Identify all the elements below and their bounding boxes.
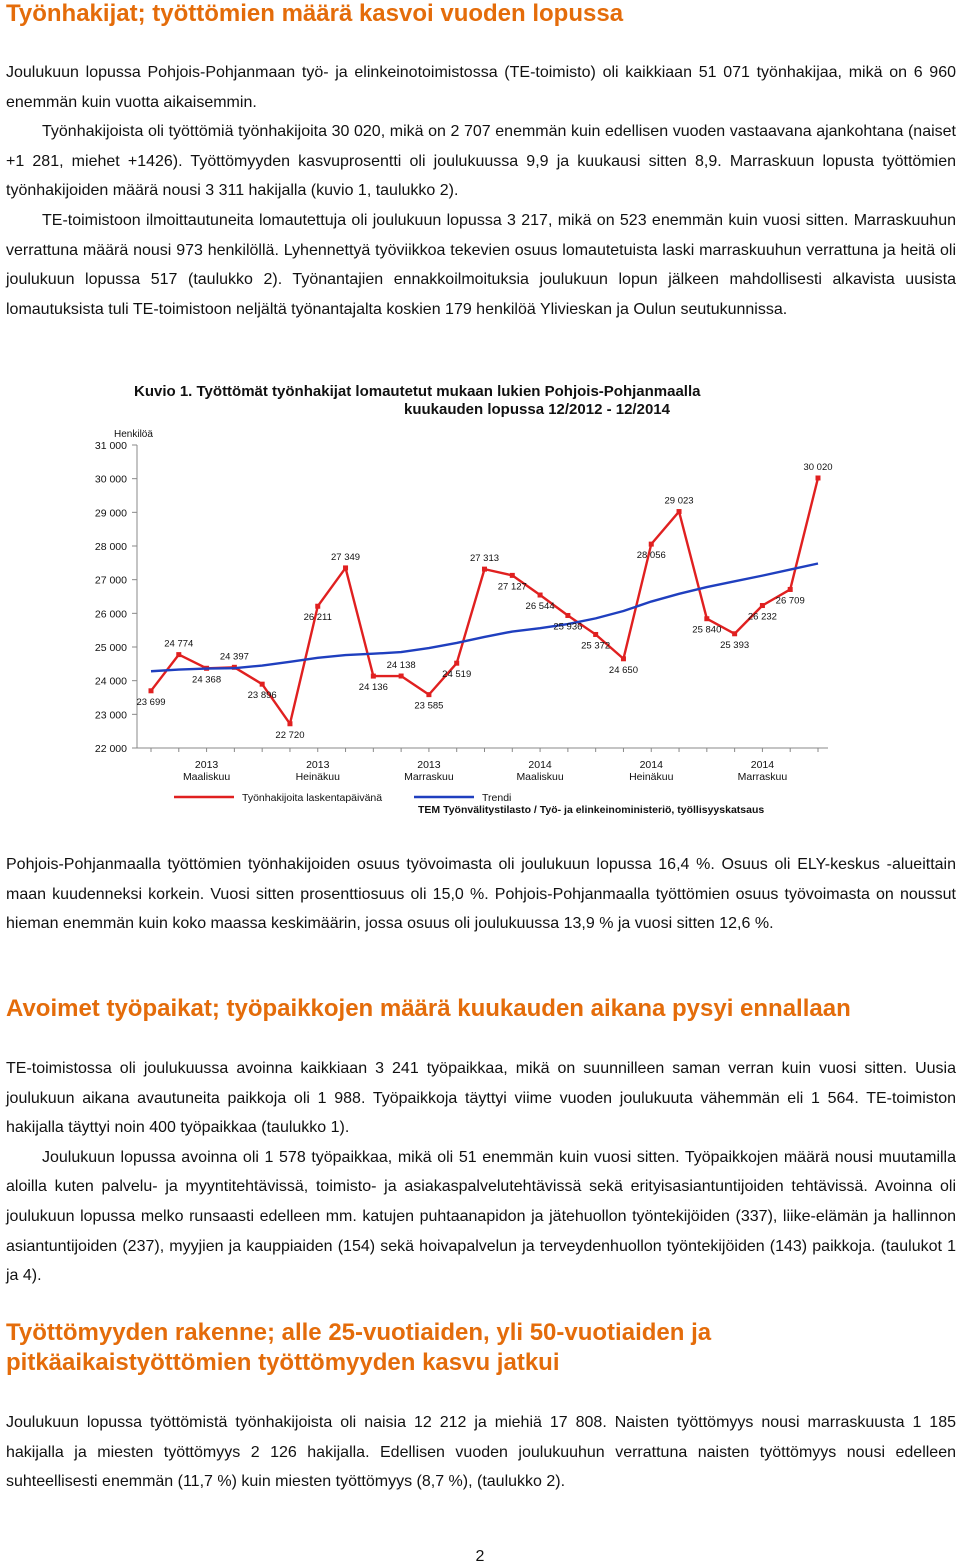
data-label: 29 023	[664, 495, 694, 507]
x-tick-year: 2013	[194, 759, 219, 771]
data-label: 24 519	[442, 669, 472, 681]
data-label: 26 211	[303, 612, 332, 624]
y-tick-label: 27 000	[94, 574, 127, 587]
x-tick-month: Heinäkuu	[295, 771, 340, 783]
data-label: 28 056	[636, 550, 666, 562]
data-point	[510, 573, 515, 578]
data-label: 24 138	[386, 660, 416, 672]
data-point	[399, 674, 404, 679]
data-point	[315, 604, 320, 609]
data-label: 24 136	[358, 682, 388, 694]
legend-label-job-seekers: Työnhakijoita laskentapäivänä	[242, 792, 383, 804]
section-heading-job-seekers: Työnhakijat; työttömien määrä kasvoi vuoden lopussa	[6, 0, 624, 27]
data-point	[732, 631, 737, 636]
data-point	[788, 587, 793, 592]
data-point	[204, 666, 209, 671]
section-heading-vacancies: Avoimet työpaikat; työpaikkojen määrä kuukauden aikana pysyi ennallaan	[6, 995, 851, 1022]
data-point	[176, 652, 181, 657]
data-point	[649, 542, 654, 547]
data-point	[593, 632, 598, 637]
series-line-job-seekers	[151, 478, 818, 724]
x-tick-year: 2013	[417, 759, 441, 771]
y-tick-label: 23 000	[94, 709, 127, 722]
paragraph: TE-toimistoon ilmoittautuneita lomautettuja oli joulukuun lopussa 3 217, mikä on 523 enemmän kuin vuosi sitten. Marraskuuhun verrattuna määrä nousi 973 henkilöllä. Lyhennettyä työviikkoa tekevien osuus lomautetuista laski marraskuuhun verrattuna ja heitä oli joulukuun lopussa 517 (taulukko 2). Työnantajien ennakkoilmoituksia joulukuun lopun jälkeen mahdollisesti alkavista uusista lomautuksista tuli TE-toimistoon neljältä työnantajalta koskien 179 henkilöä Ylivieskan ja Oulun seutukunnissa.	[6, 211, 956, 318]
data-label: 27 313	[469, 553, 500, 565]
data-label: 26 544	[525, 601, 555, 613]
data-point	[704, 616, 709, 621]
data-label: 27 349	[331, 551, 361, 563]
data-label: 23 699	[136, 696, 166, 708]
data-label: 25 936	[553, 621, 583, 633]
section1b-text	[6, 850, 956, 939]
data-label: 30 020	[803, 461, 833, 473]
data-label: 25 840	[692, 624, 722, 636]
y-tick-label: 31 000	[94, 440, 127, 452]
paragraph: Työnhakijoista oli työttömiä työnhakijoita 30 020, mikä on 2 707 enemmän kuin edellisen vuoden vastaavana ajankohtana (naiset +1 281, miehet +1426). Työttömyyden kasvuprosentti oli joulukuussa 9,9 ja kuukausi sitten 8,9. Marraskuun lopusta työttömien työnhakijoiden määrä nousi 3 311 hakijalla (kuvio 1, taulukko 2).	[6, 123, 956, 200]
data-point	[454, 661, 459, 666]
series-line-trend	[151, 564, 818, 672]
data-point	[677, 509, 682, 514]
paragraph: Joulukuun lopussa avoinna oli 1 578 työpaikkaa, mikä oli 51 enemmän kuin vuosi sitten. Työpaikkojen määrä nousi muutamilla aloilla kuten palvelu- ja myyntitehtävissä, toimisto- ja asiakaspalvelutehtävissä sekä erityisasiantuntijoiden tehtävissä. Avoinna oli joulukuun lopussa melko runsaasti edelleen mm. katujen puhtaanapidon ja jätehuollon työntekijöiden (337), liike-elämän ja hallinnon asiantuntijoiden (237), myyjien ja kauppiaiden (154) sekä hoivapalvelun ja terveydenhuollon työntekijöiden (143) paikkoja. (taulukot 1 ja 4).	[6, 1148, 956, 1285]
data-point	[232, 665, 237, 670]
data-label: 26 709	[775, 595, 805, 607]
y-tick-label: 26 000	[94, 608, 127, 621]
data-point	[371, 674, 376, 679]
paragraph: Joulukuun lopussa Pohjois-Pohjanmaan työ- ja elinkeinotoimistossa (TE-toimisto) oli kaikkiaan 51 071 työnhakijaa, mikä on 6 960 enemmän kuin vuotta aikaisemmin.	[6, 64, 956, 111]
data-label: 23 585	[414, 700, 444, 712]
y-tick-label: 25 000	[94, 642, 127, 654]
x-tick-month: Maaliskuu	[516, 771, 564, 783]
data-point	[426, 692, 431, 697]
x-tick-year: 2014	[528, 759, 552, 771]
data-label: 24 368	[192, 674, 222, 686]
y-tick-label: 30 000	[94, 473, 127, 486]
y-tick-label: 29 000	[94, 507, 127, 520]
paragraph: Pohjois-Pohjanmaalla työttömien työnhakijoiden osuus työvoimasta oli joulukuun lopussa 16,4 %. Osuus oli ELY-keskus -alueittain maan kuudenneksi korkein. Vuosi sitten prosenttiosuus oli 15,0 %. Pohjois-Pohjanmaalla työttömien osuus työvoimasta on noussut hieman enemmän kuin koko maassa keskimäärin, jossa osuus oli joulukuussa 13,9 % ja vuosi sitten 12,6 %.	[6, 856, 956, 933]
section-heading-structure: Työttömyyden rakenne; alle 25-vuotiaiden, yli 50-vuotiaiden ja pitkäaikaistyöttömien työttömyyden kasvu jatkui	[6, 1319, 712, 1376]
data-label: 26 232	[747, 611, 777, 623]
data-point	[149, 688, 154, 693]
data-point	[621, 656, 626, 661]
section2-text	[6, 1054, 956, 1291]
data-label: 27 127	[497, 581, 527, 593]
data-point	[482, 567, 487, 572]
data-point	[260, 682, 265, 687]
x-tick-month: Heinäkuu	[629, 771, 674, 783]
data-point	[816, 475, 821, 480]
data-label: 24 774	[164, 638, 194, 650]
y-tick-label: 22 000	[94, 743, 127, 755]
x-tick-month: Marraskuu	[737, 771, 788, 783]
x-tick-year: 2013	[306, 759, 330, 771]
y-tick-label: 24 000	[94, 675, 127, 688]
legend-label-trend: Trendi	[482, 792, 512, 804]
data-label: 22 720	[275, 729, 305, 741]
x-tick-month: Marraskuu	[404, 771, 454, 783]
data-label: 23 896	[247, 690, 277, 702]
x-tick-year: 2014	[639, 759, 663, 771]
x-tick-year: 2014	[750, 759, 775, 771]
chart-subtitle: kuukauden lopussa 12/2012 - 12/2014	[404, 401, 670, 418]
paragraph: TE-toimistossa oli joulukuussa avoinna kaikkiaan 3 241 työpaikkaa, mikä on suunnilleen saman verran kuin vuosi sitten. Uusia joulukuun aikana avautuneita paikkoja oli 1 988. Työpaikkoja täyttyi viime vuoden joulukuuta vähemmän eli 1 564. TE-toimiston hakijalla täyttyi noin 400 työpaikkaa (taulukko 1).	[6, 1060, 956, 1137]
y-tick-label: 28 000	[94, 541, 127, 553]
chart-source: TEM Työnvälitystilasto / Työ- ja elinkeinoministeriö, työllisyyskatsaus	[418, 804, 765, 816]
chart-group	[95, 383, 833, 816]
data-label: 25 393	[720, 639, 750, 651]
data-point	[760, 603, 765, 608]
data-point	[343, 565, 348, 570]
paragraph: Joulukuun lopussa työttömistä työnhakijoista oli naisia 12 212 ja miehiä 17 808. Naisten työttömyys nousi marraskuusta 1 185 hakijalla ja miesten työttömyys 2 126 hakijalla. Edellisen vuoden joulukuuhun verrattuna naisten työttömyys nousi edelleen suhteellisesti enemmän (11,7 %) kuin miesten työttömyys (8,7 %), (taulukko 2).	[6, 1414, 956, 1491]
data-point	[565, 613, 570, 618]
x-tick-month: Maaliskuu	[182, 771, 231, 783]
data-label: 24 650	[608, 664, 638, 676]
y-axis-label: Henkilöä	[114, 429, 153, 440]
page-number: 2	[475, 1548, 485, 1565]
data-label: 24 397	[219, 651, 249, 663]
data-label: 25 372	[581, 640, 611, 652]
data-point	[287, 721, 292, 726]
section1-text	[6, 58, 956, 324]
chart-title: Kuvio 1. Työttömät työnhakijat lomautetut mukaan lukien Pohjois-Pohjanmaalla	[134, 383, 701, 400]
section3-text	[6, 1408, 956, 1497]
data-point	[538, 593, 543, 598]
